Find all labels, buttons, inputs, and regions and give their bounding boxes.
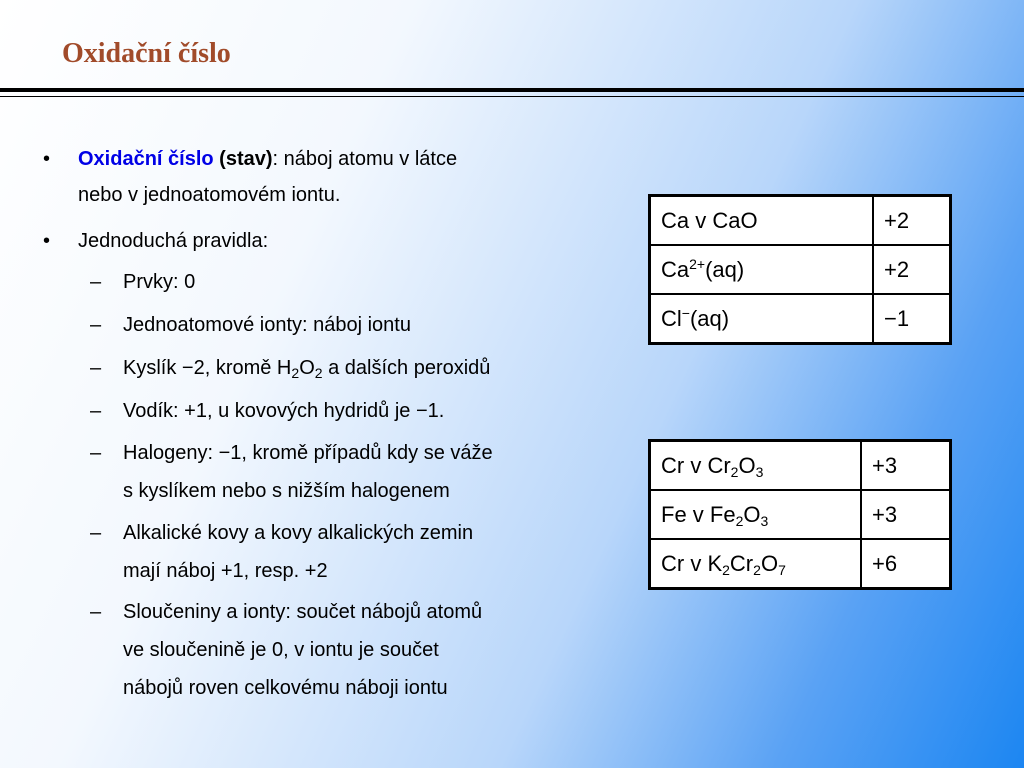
subscript: 2 (722, 561, 730, 578)
text-fragment: Ca v CaO (661, 207, 758, 233)
text-fragment: Cr v Cr (661, 452, 731, 478)
table-row (650, 539, 951, 589)
dash-marker: – (90, 601, 102, 623)
rule-compounds-cont2: nábojů roven celkovému náboji iontu (123, 677, 448, 699)
species-cell (650, 196, 874, 246)
rule-oxygen (123, 356, 490, 380)
rule-halogens: Halogeny: −1, kromě případů kdy se váže (123, 442, 493, 464)
rule-elements: Prvky: 0 (123, 271, 196, 293)
keyword-suffix: (stav) (219, 148, 273, 170)
text-fragment: O (760, 550, 779, 576)
text-fragment: (aq) (705, 256, 745, 282)
value-cell: +2 (873, 196, 951, 246)
value-cell: −1 (873, 294, 951, 344)
rule-compounds-cont: ve sloučenině je 0, v iontu je součet (123, 639, 439, 661)
oxidation-table-calcium-chlorine (648, 194, 952, 345)
species-cell (650, 539, 862, 589)
definition-line (78, 147, 457, 171)
subscript: 3 (755, 463, 764, 480)
rules-heading: Jednoduchá pravidla: (78, 230, 269, 252)
rule-alkali: Alkalické kovy a kovy alkalických zemin (123, 522, 474, 544)
dash-marker: – (90, 400, 102, 422)
species-cell (650, 294, 874, 344)
dash-marker: – (90, 522, 102, 544)
rule-alkali-cont: mají náboj +1, resp. +2 (123, 560, 328, 582)
table-row (650, 196, 951, 246)
rule-halogens-cont: s kyslíkem nebo s nižším halogenem (123, 480, 450, 502)
dash-marker: – (90, 357, 102, 379)
text-fragment: O (743, 501, 761, 527)
dash-marker: – (90, 314, 102, 336)
definition-continuation: nebo v jednoatomovém iontu. (78, 184, 341, 206)
species-cell (650, 245, 874, 294)
subscript: 2 (291, 365, 300, 381)
text-fragment: Cl (661, 305, 682, 331)
table-row (650, 441, 951, 491)
rule-compounds: Sloučeniny a ionty: součet nábojů atomů (123, 601, 483, 623)
subscript: 2 (730, 463, 739, 480)
bullet-marker: • (43, 148, 51, 170)
rule-hydrogen: Vodík: +1, u kovových hydridů je −1. (123, 400, 445, 422)
definition-text: : náboj atomu v látce (272, 148, 458, 170)
subscript: 2 (314, 365, 323, 381)
subscript: 3 (760, 512, 769, 529)
species-cell (650, 441, 862, 491)
oxidation-table-chromium-iron (648, 439, 952, 590)
text-fragment: O (299, 357, 315, 379)
species-cell (650, 490, 862, 539)
table-row (650, 245, 951, 294)
value-cell: +3 (861, 490, 951, 539)
text-fragment: Cr v K (661, 550, 723, 576)
value-cell: +6 (861, 539, 951, 589)
bullet-marker: • (43, 230, 51, 252)
value-cell: +3 (861, 441, 951, 491)
text-fragment: Ca (661, 256, 690, 282)
rule-monatomic-ions: Jednoatomové ionty: náboj iontu (123, 314, 411, 336)
text-fragment: Kyslík −2, kromě H (123, 357, 292, 379)
text-fragment: O (738, 452, 756, 478)
text-fragment: Fe v Fe (661, 501, 736, 527)
subscript: 2 (753, 561, 761, 578)
table-row (650, 490, 951, 539)
superscript: − (681, 304, 690, 321)
text-fragment: (aq) (689, 305, 730, 331)
dash-marker: – (90, 271, 102, 293)
keyword-term: Oxidační číslo (78, 148, 214, 170)
value-cell: +2 (873, 245, 951, 294)
superscript: 2+ (689, 255, 706, 272)
dash-marker: – (90, 442, 102, 464)
table-row (650, 294, 951, 344)
text-fragment: Cr (729, 550, 754, 576)
slide-title: Oxidační číslo (62, 38, 231, 69)
text-fragment: a dalších peroxidů (322, 357, 491, 379)
subscript: 7 (778, 561, 786, 578)
subscript: 2 (735, 512, 744, 529)
